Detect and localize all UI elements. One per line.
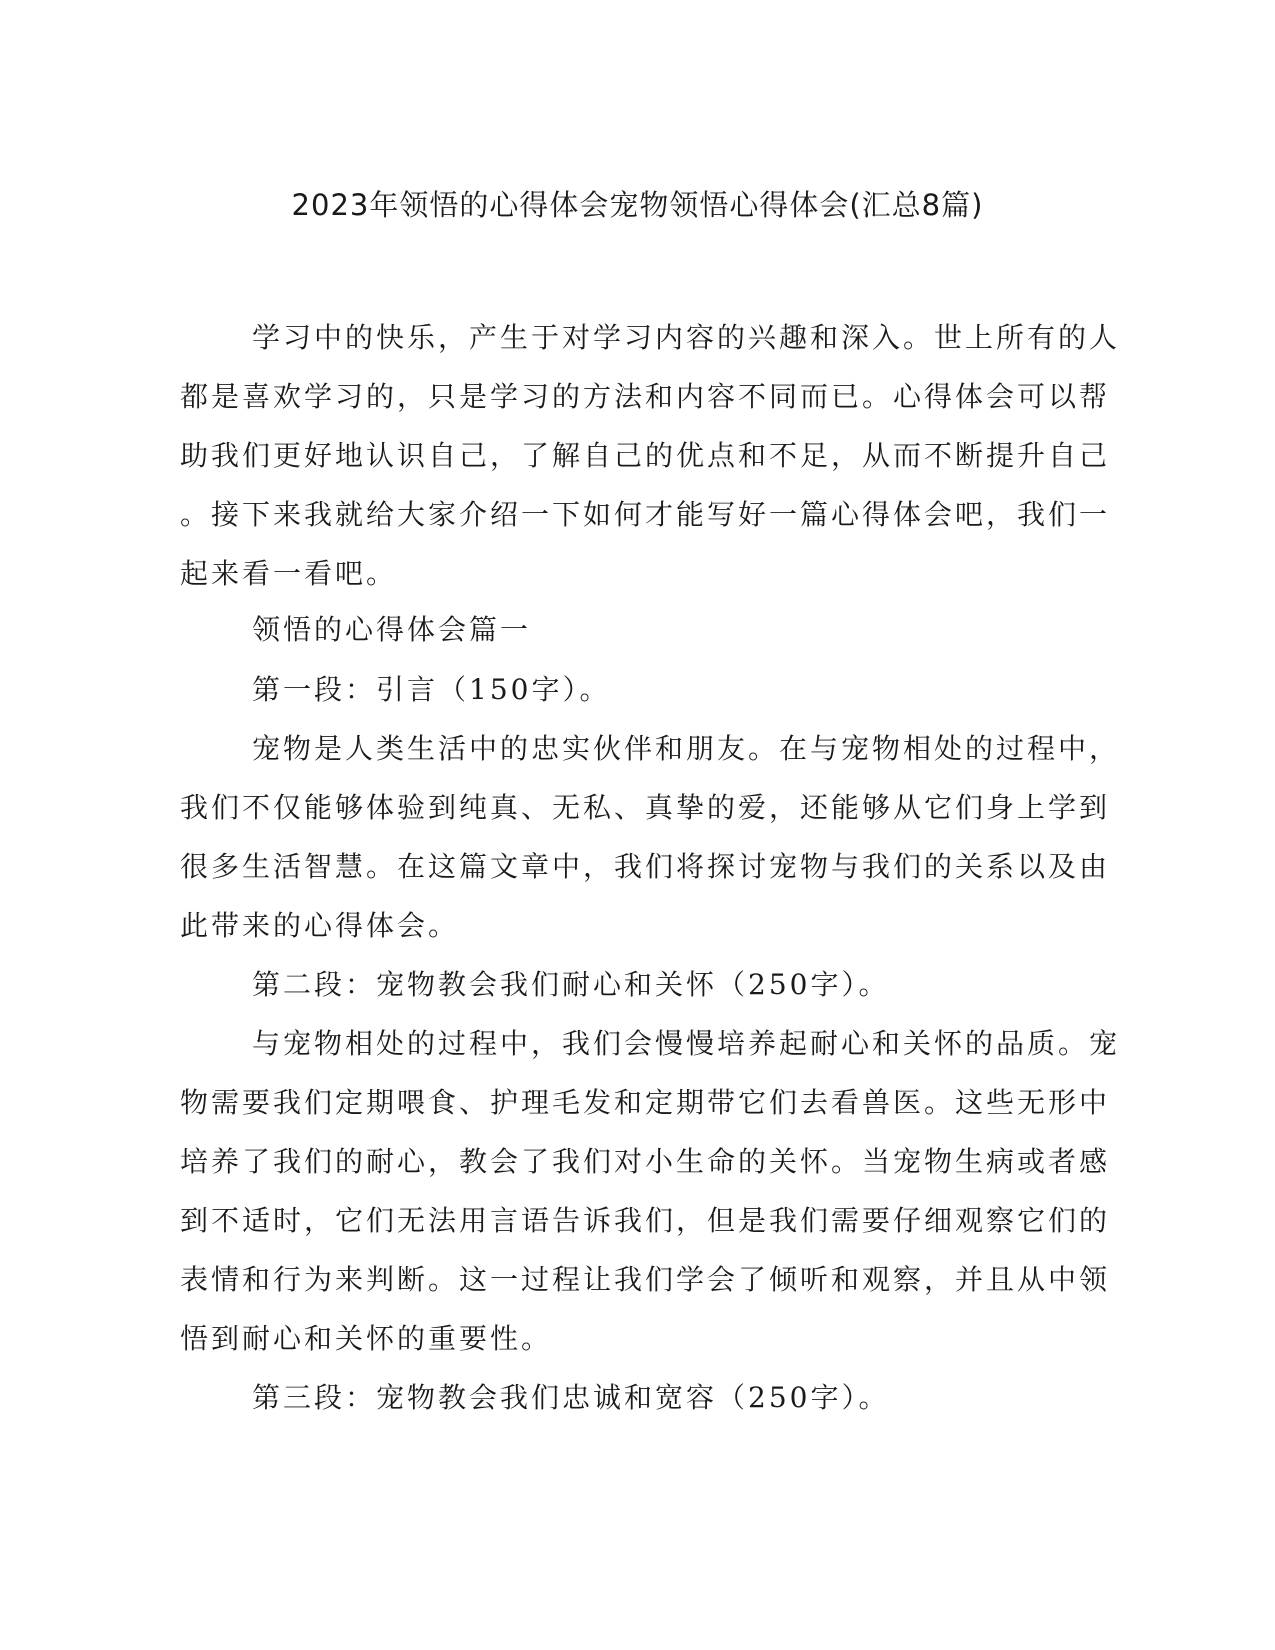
paragraph-line: 助我们更好地认识自己，了解自己的优点和不足，从而不断提升自己 <box>180 439 1111 472</box>
paragraph-line: 此带来的心得体会。 <box>180 909 460 942</box>
paragraph-line: 表情和行为来判断。这一过程让我们学会了倾听和观察，并且从中领 <box>180 1263 1111 1296</box>
paragraph-line: 到不适时，它们无法用言语告诉我们，但是我们需要仔细观察它们的 <box>180 1204 1111 1237</box>
paragraph-line: 悟到耐心和关怀的重要性。 <box>180 1322 553 1355</box>
subsection-heading: 第二段：宠物教会我们耐心和关怀（250字）。 <box>252 968 890 1001</box>
subsection-heading: 第一段：引言（150字）。 <box>252 673 611 706</box>
paragraph-line: 与宠物相处的过程中，我们会慢慢培养起耐心和关怀的品质。宠 <box>252 1027 1121 1060</box>
section-heading: 领悟的心得体会篇一 <box>252 613 532 646</box>
paragraph-line: 我们不仅能够体验到纯真、无私、真挚的爱，还能够从它们身上学到 <box>180 791 1111 824</box>
paragraph-line: 起来看一看吧。 <box>180 557 398 590</box>
subsection-heading: 第三段：宠物教会我们忠诚和宽容（250字）。 <box>252 1381 890 1414</box>
paragraph-line: 很多生活智慧。在这篇文章中，我们将探讨宠物与我们的关系以及由 <box>180 850 1111 883</box>
paragraph-line: 物需要我们定期喂食、护理毛发和定期带它们去看兽医。这些无形中 <box>180 1086 1111 1119</box>
paragraph-line: 学习中的快乐，产生于对学习内容的兴趣和深入。世上所有的人 <box>252 321 1121 354</box>
document-title: 2023年领悟的心得体会宠物领悟心得体会(汇总8篇) <box>291 188 984 222</box>
paragraph-line: 。接下来我就给大家介绍一下如何才能写好一篇心得体会吧，我们一 <box>180 498 1111 531</box>
paragraph-line: 培养了我们的耐心，教会了我们对小生命的关怀。当宠物生病或者感 <box>180 1145 1111 1178</box>
paragraph-line: 宠物是人类生活中的忠实伙伴和朋友。在与宠物相处的过程中， <box>252 732 1121 765</box>
paragraph-line: 都是喜欢学习的，只是学习的方法和内容不同而已。心得体会可以帮 <box>180 380 1111 413</box>
